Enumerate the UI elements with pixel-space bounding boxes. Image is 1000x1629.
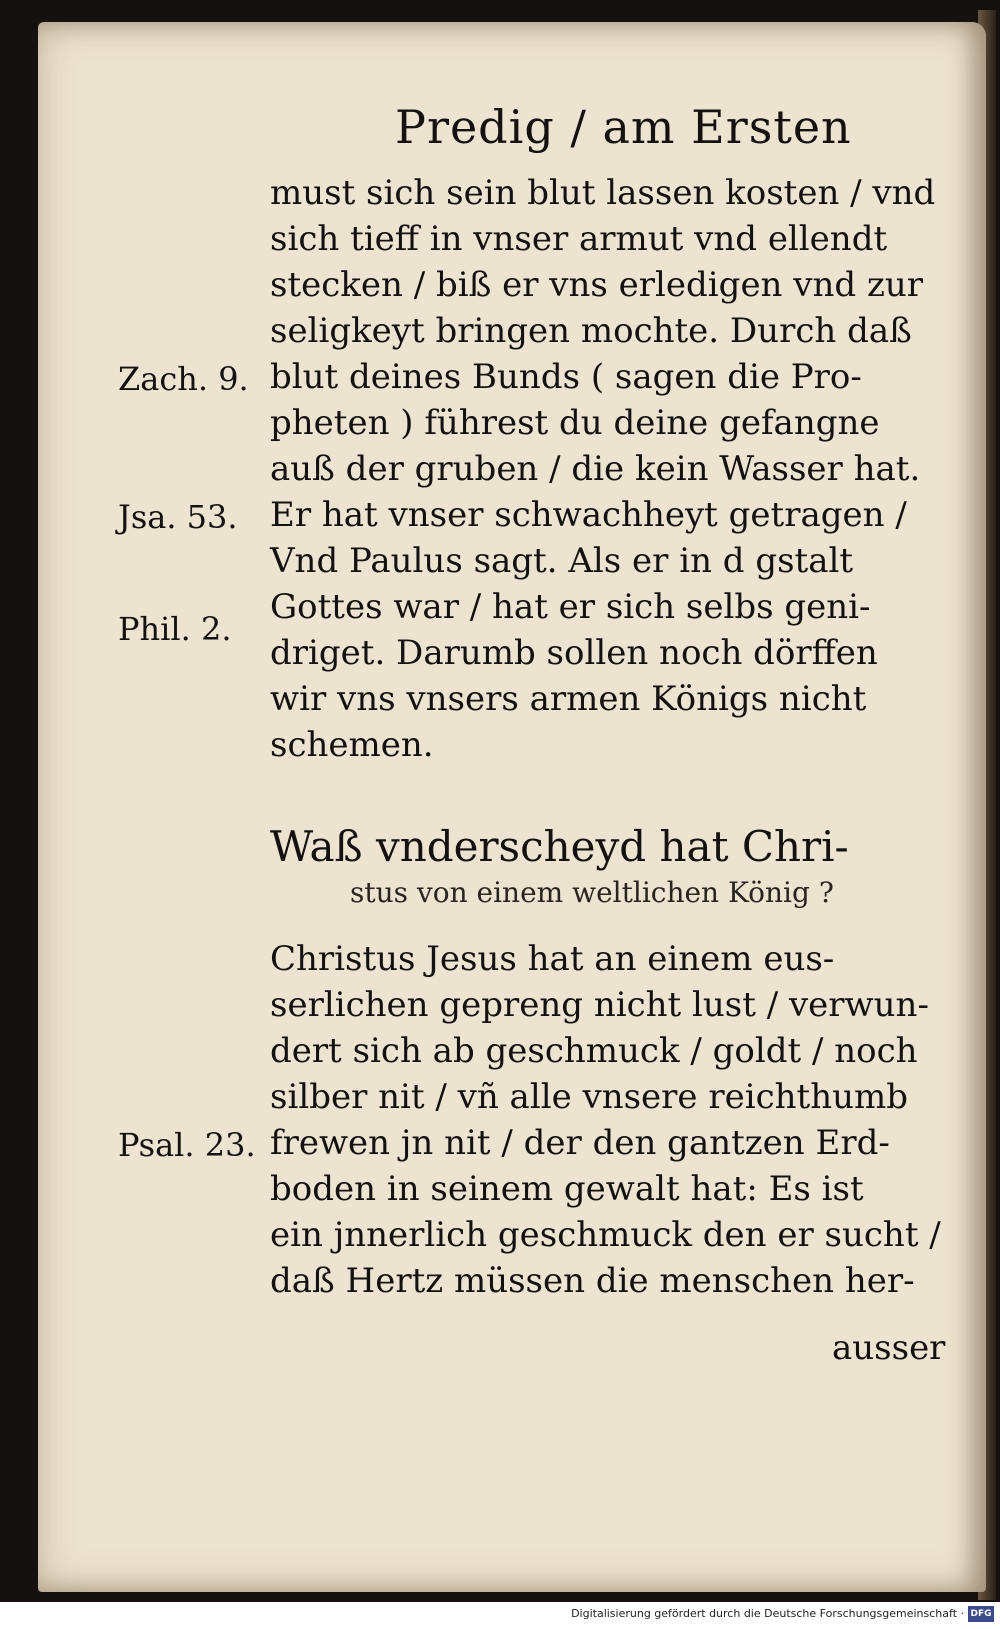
body-line: ein jnnerlich geschmuck den er sucht /: [270, 1215, 941, 1255]
body-line: driget. Darumb sollen noch dörffen: [270, 633, 878, 673]
body-line: must sich sein blut lassen kosten / vnd: [270, 173, 936, 213]
section-subheading: stus von einem weltlichen König ?: [350, 876, 834, 909]
catchword: ausser: [832, 1328, 946, 1368]
running-head: Predig / am Ersten: [395, 100, 852, 154]
footer-bar: [0, 1602, 1000, 1629]
body-line: pheten ) führest du deine gefangne: [270, 403, 880, 443]
body-line: seligkeyt bringen mochte. Durch daß: [270, 311, 912, 351]
body-line: Vnd Paulus sagt. Als er in d gstalt: [270, 541, 854, 581]
body-line: Er hat vnser schwachheyt getragen /: [270, 495, 907, 535]
body-line: boden in seinem gewalt hat: Es ist: [270, 1169, 864, 1209]
body-line: Gottes war / hat er sich selbs geni-: [270, 587, 871, 627]
margin-note: Psal. 23.: [118, 1126, 256, 1164]
body-line: schemen.: [270, 725, 434, 765]
body-line: blut deines Bunds ( sagen die Pro-: [270, 357, 862, 397]
dfg-logo: DFG: [968, 1606, 994, 1622]
body-line: daß Hertz müssen die menschen her-: [270, 1261, 915, 1301]
footer-credit: Digitalisierung gefördert durch die Deutsche Forschungsgemeinschaft ·: [571, 1607, 964, 1620]
body-line: auß der gruben / die kein Wasser hat.: [270, 449, 921, 489]
body-line: Christus Jesus hat an einem eus-: [270, 939, 835, 979]
margin-note: Jsa. 53.: [118, 498, 238, 536]
body-line: frewen jn nit / der den gantzen Erd-: [270, 1123, 890, 1163]
margin-note: Zach. 9.: [118, 360, 249, 398]
body-line: silber nit / vñ alle vnsere reichthumb: [270, 1077, 909, 1117]
section-heading: Waß vnderscheyd hat Chri-: [270, 822, 849, 871]
body-line: stecken / biß er vns erledigen vnd zur: [270, 265, 924, 305]
body-line: serlichen gepreng nicht lust / verwun-: [270, 985, 929, 1025]
margin-note: Phil. 2.: [118, 610, 232, 648]
body-line: dert sich ab geschmuck / goldt / noch: [270, 1031, 918, 1071]
body-line: wir vns vnsers armen Königs nicht: [270, 679, 867, 719]
body-line: sich tieff in vnser armut vnd ellendt: [270, 219, 888, 259]
